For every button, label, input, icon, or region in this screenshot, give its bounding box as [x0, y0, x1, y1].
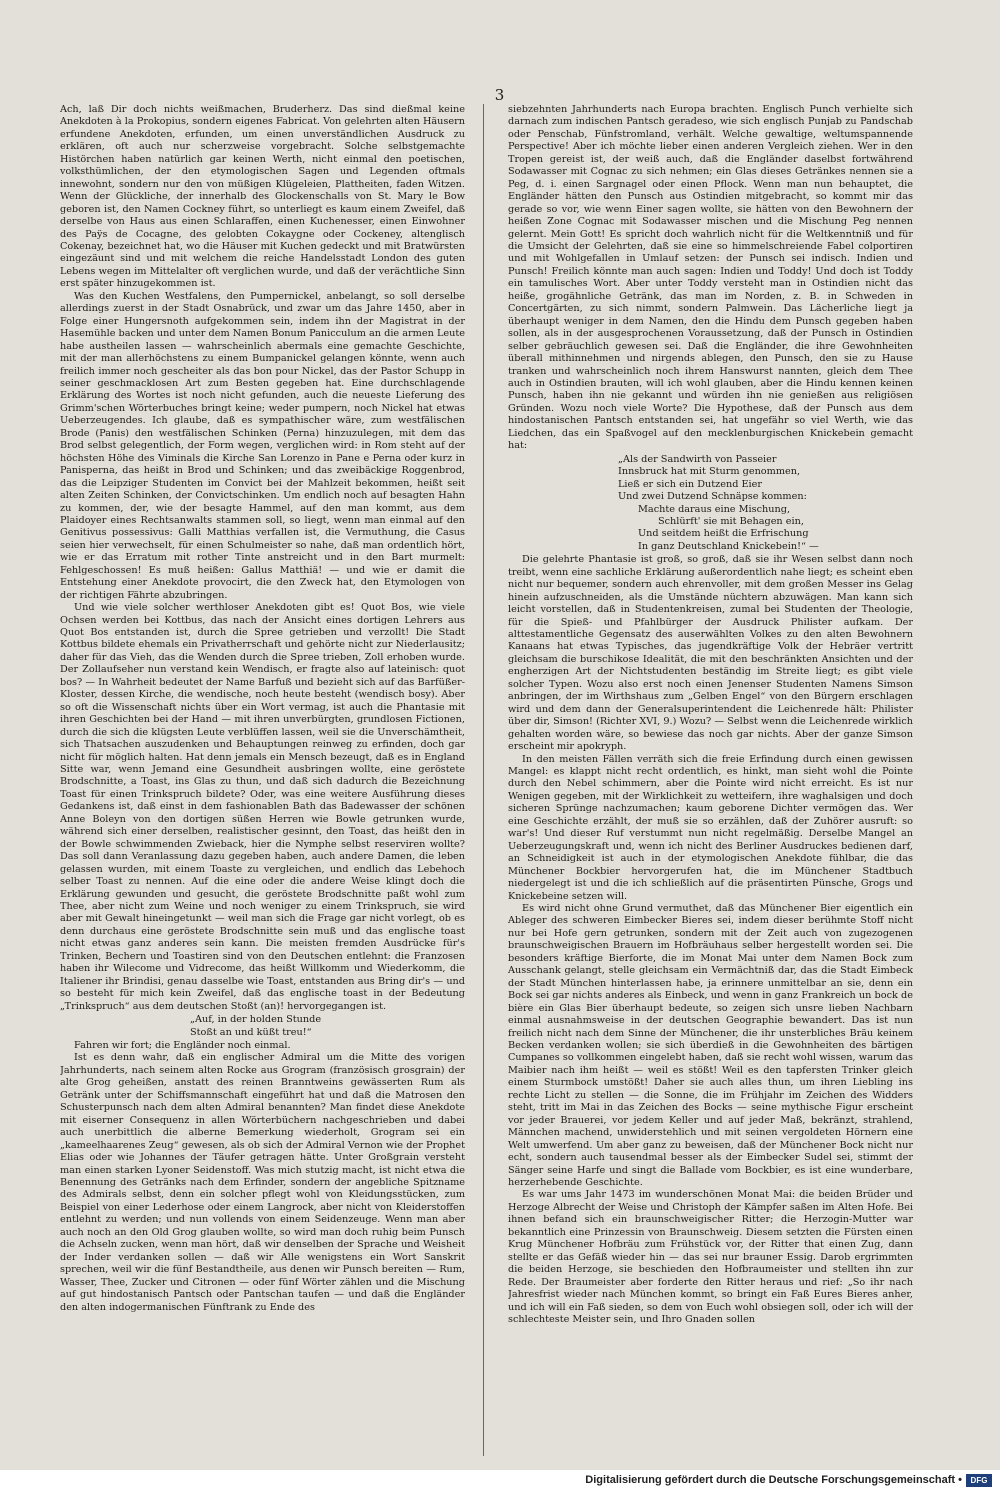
verse-line: Und zwei Dutzend Schnäpse kommen:: [618, 491, 807, 503]
right-column: [508, 104, 913, 1460]
verse-line: „Als der Sandwirth von Passeier: [618, 453, 777, 465]
funding-notice: Digitalisierung gefördert durch die Deutsche Forschungsgemeinschaft •: [585, 1474, 962, 1486]
footer-bar: [0, 1470, 1000, 1492]
verse-line: Und seitdem heißt die Erfrischung: [638, 528, 809, 540]
verse-line: Stoßt an und küßt treu!“: [190, 1026, 312, 1038]
verse-line: Schlürft' sie mit Behagen ein,: [658, 515, 804, 527]
verse-line: Ließ er sich ein Dutzend Eier: [618, 478, 763, 490]
dfg-logo: DFG: [966, 1474, 992, 1487]
verse-line: In ganz Deutschland Knickebein!“ —: [638, 540, 819, 552]
left-column: [60, 104, 465, 1460]
verse-line: Machte daraus eine Mischung,: [638, 503, 791, 515]
paragraph: Die gelehrte Phantasie ist groß, so groß, daß sie ihr Wesen selbst dann noch treibt, wenn eine sachliche Erklärung außerordentlich nahe liegt; es scheint eben nicht nur bequemer, sondern auch ehrenvoller, mit dem großen Messer ins Gelag hinein aufzuschneiden, als die Umstände nüchtern abzuwägen. Man kann sich leicht vorstellen, daß in Studentenkreisen, zumal bei Studenten der Theologie, für die Spieß- und Pfahlbürger der Ausdruck Philister aufkam. Der alttestamentliche Gegensatz des auserwählten Volkes zu den alten Bewohnern Kanaans hat etwas Typisches, das jugendkräftige Volk der Hebräer vertritt gleichsam die burschikose Idealität, die mit den beschränkten Ansichten und der engherzigen Art der Nichtstudenten beständig im Streite liegt; es gibt viele solcher Typen. Wozu also erst noch einen Jenenser Studenten Namens Simson anbringen, der im Wirthshaus zum „Gelben Engel“ von den Bürgern erschlagen wird und dem dann der Generalsuperintendent die Leichenrede hält: Philister über dir, Simson! (Richter XVI, 9.) Wozu? — Selbst wenn die Leichenrede wirklich gehalten worden wäre, so bewiese das noch gar nichts. Aber der ganze Simson erscheint mir apokryph.: [508, 554, 913, 753]
paragraph: Was den Kuchen Westfalens, den Pumpernickel, anbelangt, so soll derselbe allerdings zuerst in der Stadt Osnabrück, und zwar um das Jahre 1450, aber in Folge einer Hungersnoth aufgekommen sein, indem ihn der Magistrat in der Hasemühle backen und unter dem Namen Bonum Panicculum an die armen Leute habe austheilen lassen — wahrscheinlich abermals eine gemachte Geschichte, mit der man allerhöchstens zu einem Bumpanickel gelangen könnte, wenn auch freilich immer noch gescheiter als das bon pour Nickel, das der Pastor Schupp in seiner geschmacklosen Art zum Besten gegeben hat. Eine durchschlagende Erklärung des Wortes ist noch nicht gefunden, auch die neueste Lieferung des Grimm'schen Wörterbuches bringt keine; weder pumpern, noch Nickel hat etwas Ueberzeugendes. Ich glaube, daß es sympathischer wäre, zum westfälischen Brode (Panis) den westfälischen Schinken (Perna) hinzuzulegen, mit dem das Brod selbst gelegentlich, der Form wegen, verglichen wird: in Rom steht auf der höchsten Höhe des Viminals die Kirche San Lorenzo in Pane e Perna oder kurz in Panisperna, das heißt in Brod und Schinken; und das zweibäckige Roggenbrod, das die Leipziger Studenten im Convict bei der Mahlzeit bekommen, heißt seit alten Zeiten Schinken, der Convictschinken. Um endlich noch auf besagten Hahn zu kommen, der, wie der besagte Hammel, auf den man kommt, aus dem Plaidoyer eines Rechtsanwalts stammen soll, so liegt, wenn man einmal auf den Genitivus possessivus: Galli Matthias verfallen ist, die Vermuthung, die Casus seien hier verwechselt, für einen Schulmeister so nahe, daß man ordentlich hört, wie er das Erratum mit rother Tinte anstreicht und in den Bart murmelt: Fehlgeschossen! Es muß heißen: Gallus Matthiä! — und wie er damit die Entstehung einer Anekdote provocirt, die den Zweck hat, den Etymologen von der richtigen Fährte abzubringen.: [60, 290, 465, 601]
paragraph: Und wie viele solcher werthloser Anekdoten gibt es! Quot Bos, wie viele Ochsen werden bei Kottbus, das nach der Ansicht eines dortigen Lehrers aus Quot Bos entstanden ist, durch die Spree getrieben und verzollt! Die Stadt Kottbus bildete ehemals ein Privatherrschaft und gehörte nicht zur Niederlausitz; daher für das Vieh, das die Wenden durch die Spree trieben, Zoll erhoben wurde. Der Zollaufseher nun verstand kein Wendisch, er fragte also auf lateinisch: quot bos? — In Wahrheit bedeutet der Name Barfuß und bezieht sich auf das Barfüßer-Kloster, dessen Kirche, die wendische, noch heute besteht (wendisch bosy). Aber so oft die Wissenschaft nichts über ein Wort vermag, ist auch die Phantasie mit ihren Geschichten bei der Hand — mit ihren unverbürgten, grundlosen Fictionen, durch die sich die klügsten Leute verblüffen lassen, weil sie die Unverschämtheit, sich Thatsachen auszudenken und Behauptungen reinweg zu erfinden, doch gar nicht für möglich halten. Hat denn jemals ein Mensch bezeugt, daß es in England Sitte war, wenn Jemand eine Gesundheit ausbringen wollte, eine geröstete Brodschnitte, a Toast, ins Glas zu thun, und daß sich dadurch die Bezeichnung Toast für einen Trinkspruch bildete? Oder, was eine weitere Ausführung dieses Gedankens ist, daß einst in dem fashionablen Bath das Badewasser der schönen Anne Boleyn von den dortigen süßen Herren wie Bowle getrunken wurde, während sich einer derselben, realistischer gesinnt, den Toast, das heißt den in der Bowle schwimmenden Zwieback, hier die Nymphe selbst reserviren wollte? Das soll dann Veranlassung dazu gegeben haben, auch andere Damen, die leben gelassen wurden, mit einem Toaste zu vergleichen, und endlich das Lebehoch selber Toast zu nennen. Auf die eine oder die andere Weise klingt doch die Erklärung gewunden und gesucht, die geröstete Brodschnitte paßt wohl zum Thee, aber nicht zum Weine und noch weniger zu einem Trinkspruch, sie wird aber mit Gewalt hineingetunkt — weil man sich die Frage gar nicht vorlegt, ob es denn durchaus eine geröstete Brodschnitte sein muß und das englische toast nicht etwas ganz anderes sein kann. Die meisten fremden Ausdrücke für's Trinken, Bechern und Toastiren sind von den Deutschen entlehnt: die Franzosen haben ihr Wilecome und Vidrecome, das heißt Willkomm und Wiederkomm, die Italiener ihr Brindisi, genau dasselbe wie Toast, entstanden aus Bring dir's — und so besteht für mich kein Zweifel, daß das englische toast in der Bedeutung „Trinkspruch“ aus dem deutschen Stoßt (an)! hervorgegangen ist.: [60, 602, 465, 1012]
paragraph: siebzehnten Jahrhunderts nach Europa brachten. Englisch Punch verhielte sich darnach zum indischen Pantsch geradeso, wie sich englisch Punjab zu Pandschab oder Penschab, Fünfstromland, verhält. Welche gewaltige, weltumspannende Perspective! Aber ich möchte lieber einen anderen Vergleich ziehen. Wer in den Tropen gereist ist, der weiß auch, daß die Engländer daselbst fortwährend Sodawasser mit Cognac zu sich nehmen; ein Glas dieses Getränkes nennen sie a Peg, d. i. einen Sargnagel oder einen Pflock. Wenn man nun behauptet, die Engländer hätten den Punsch aus Ostindien mitgebracht, so kommt mir das gerade so vor, wie wenn Einer sagen wollte, sie hätten von den Bewohnern der heißen Zone Cognac mit Sodawasser mischen und die Mischung Peg nennen gelernt. Mein Gott! Es spricht doch wahrlich nicht für die Weltkenntniß und für die Umsicht der Gelehrten, daß sie eine so himmelschreiende Fabel colportiren und mit Wohlgefallen in Umlauf setzen: der Punsch sei indisch. Indien und Punsch! Freilich könnte man auch sagen: Indien und Toddy! Und doch ist Toddy ein tamulisches Wort. Aber unter Toddy versteht man in Ostindien nicht das heiße, grogähnliche Getränk, das man im Norden, z. B. in Schweden in Concertgärten, zu sich nimmt, sondern Palmwein. Das Lächerliche liegt ja überhaupt weniger in dem Namen, den die Hindu dem Punsch gegeben haben sollen, als in der ausgesprochenen Voraussetzung, daß der Punsch in Ostindien selber gebräuchlich gewesen sei. Daß die Engländer, die ihre Gewohnheiten überall mithinnehmen und nirgends ablegen, den Punsch, den sie zu Hause tranken und wahrscheinlich noch ihrem Hanswurst nannten, gleich dem Thee auch in Ostindien brauten, will ich wohl glauben, aber die Hindu kennen keinen Punsch, haben ihn nie gekannt und würden ihn nie genießen aus religiösen Gründen. Wozu noch viele Worte? Die Hypothese, daß der Punsch aus dem hindostanischen Pantsch entstanden sei, hat ungefähr so viel Werth, wie das Liedchen, das ein Spaßvogel auf den mecklenburgischen Knickebein gemacht hat:: [508, 104, 913, 452]
paragraph: Ach, laß Dir doch nichts weißmachen, Bruderherz. Das sind dießmal keine Anekdoten à la Prokopius, sondern eigenes Fabricat. Von gelehrten alten Häusern erfundene Anekdoten, erfunden, um einen unverständlichen Ausdruck zu erklären, oft auch nur scherzweise vorgebracht. Solche selbstgemachte Histörchen haben natürlich gar keinen Werth, nicht einmal den poetischen, volksthümlichen, der den etymologischen Sagen und Legenden oftmals innewohnt, sondern nur den von müßigen Klügeleien, Plattheiten, faden Witzen. Wenn der Glückliche, der innerhalb des Glockenschalls von St. Mary le Bow geboren ist, den Namen Cockney führt, so unterliegt es kaum einem Zweifel, daß derselbe von Haus aus einen Schlaraffen, einen Kuchenesser, einen Einwohner des Paÿs de Cocagne, des gelobten Cokaygne oder Cockeney, altenglisch Cokenay, bezeichnet hat, wo die Häuser mit Kuchen gedeckt und mit Bratwürsten eingezäunt sind und mit welchem die reiche Handelsstadt London des guten Lebens wegen im Mittelalter oft verglichen wurde, und daß der verächtliche Sinn erst später hinzugekommen ist.: [60, 104, 465, 290]
column-divider: [483, 104, 484, 1456]
verse-line: „Auf, in der holden Stunde: [190, 1014, 322, 1026]
paragraph: Es war ums Jahr 1473 im wunderschönen Monat Mai: die beiden Brüder und Herzoge Albrecht der Weise und Christoph der Kämpfer saßen im Alten Hofe. Bei ihnen befand sich ein braunschweigischer Ritter; die Herzogin-Mutter war bekanntlich eine Prinzessin von Braunschweig. Diesem setzten die Fürsten einen Krug Münchener Hofbräu zum Frühstück vor, der Ritter that einen Zug, dann stellte er das Gefäß wieder hin — das sei nur brauner Essig. Darob ergrimmten die beiden Herzoge, sie beschieden den Hofbraumeister und stellten ihn zur Rede. Der Braumeister aber forderte den Ritter heraus und rief: „So ihr nach Jahresfrist wieder nach München kommt, so bringt ein Faß Eures Bieres anher, und ich will ein Faß sieden, so dem von Euch wohl obsiegen soll, oder ich will der schlechteste Meister sein, und Ihro Gnaden sollen: [508, 1189, 913, 1325]
verse-line: Innsbruck hat mit Sturm genommen,: [618, 466, 801, 478]
paragraph: Ist es denn wahr, daß ein englischer Admiral um die Mitte des vorigen Jahrhunderts, nach seinem alten Rocke aus Grogram (französisch grosgrain) der alte Grog geheißen, anstatt des reinen Branntweins gewässerten Rum als Getränk unter der Schiffsmannschaft eingeführt hat und daß die Matrosen den Schusterpunsch nach dem alten Admiral benannten? Man findet diese Anekdote mit eiserner Consequenz in allen Wörterbüchern nachgeschrieben und dabei auch unerbittlich die alberne Bemerkung wiederholt, Grogram sei ein „kameelhaarenes Zeug“ gewesen, als ob sich der Admiral Vernon wie der Prophet Elias oder wie Johannes der Täufer getragen hätte. Unter Großgrain versteht man einen starken Lyoner Seidenstoff. Was mich stutzig macht, ist nicht etwa die Benennung des Getränks nach dem Erfinder, sondern der angebliche Spitzname des Admirals selbst, denn ein solcher pflegt wohl von Kleidungsstücken, zum Beispiel von einer Lederhose oder einem Langrock, aber nicht von Kleiderstoffen entlehnt zu werden; und nun vollends von einem Seidenzeuge. Wenn man aber auch noch an den Old Grog glauben wollte, so wird man doch ruhig beim Punsch die Achseln zucken, wenn man hört, daß wir denselben der Sprache und Weisheit der Inder verdanken sollen — daß wir Alle wenigstens ein Wort Sanskrit sprechen, weil wir die fünf Bestandtheile, aus denen wir Punsch bereiten — Rum, Wasser, Thee, Zucker und Citronen — oder fünf Wörter zählen und die Mischung auf gut hindostanisch Pantsch oder Pantschan taufen — und daß die Engländer den alten indogermanischen Fünftrank zu Ende des: [60, 1052, 465, 1313]
verse: [508, 454, 913, 554]
paragraph: Es wird nicht ohne Grund vermuthet, daß das Münchener Bier eigentlich ein Ableger des schweren Eimbecker Bieres sei, indem dieser berühmte Stoff nicht nur bei Hofe gern getrunken, sondern mit der Zeit auch von zugezogenen braunschweigischen Brauern im Hofbräuhaus selber hergestellt worden sei. Die besonders kräftige Bierforte, die im Monat Mai unter dem Namen Bock zum Ausschank gelangt, stelle gleichsam ein Vermächtniß dar, das die Stadt Eimbeck der Stadt München hinterlassen habe, ja erinnere unmittelbar an sie, denn ein Bock sei gar nichts anderes als Einbeck, und wenn in ganz Frankreich un bock de bière ein Glas Bier überhaupt bedeute, so zeigen sich unsre lieben Nachbarn einmal ausnahmsweise in der deutschen Geographie bewandert. Das ist nun freilich nicht nach dem Sinne der Münchener, die ihr unsterbliches Bräu keinem Becken verdanken wollen; sie sich überdieß in die Gewohnheiten des bärtigen Cumpanes so vollkommen eingelebt haben, daß sie recht wohl wissen, warum das Maibier nach ihm heißt — weil es stößt! Weil es den tapfersten Trinker gleich einem Sturmbock umstößt! Daher sie auch alles thun, um ihren Liebling ins rechte Licht zu stellen — die Sonne, die im Frühjahr im Zeichen des Widders steht, tritt im Mai in das Zeichen des Bocks — seine mythische Figur erscheint vor jeder Brauerei, vor jedem Keller und auf jeder Maß, bekränzt, strahlend, Männchen machend, unwiderstehlich und mit seinen vergoldeten Hörnern eine Welt umwerfend. Um aber ganz zu beweisen, daß der Münchener Bock nicht nur echt, sondern auch tausendmal besser als der Eimbecker Sudel sei, stimmt der Sänger seine Harfe und singt die Ballade vom Bockbier, es ist eine wunderbare, herzerhebende Geschichte.: [508, 903, 913, 1188]
paragraph: Fahren wir fort; die Engländer noch einmal.: [74, 1039, 291, 1051]
page-number: 3: [494, 86, 506, 104]
paragraph: In den meisten Fällen verräth sich die freie Erfindung durch einen gewissen Mangel: es klappt nicht recht ordentlich, es hinkt, man sieht wohl die Pointe durch den Nebel schimmern, aber die Pointe wird nicht erreicht. Es ist nur Wenigen gegeben, mit der Wirklichkeit zu wetteifern, ihre waghalsigen und doch sicheren Sprünge nachzumachen; kaum geborene Dichter vermögen das. Wer eine Geschichte erzählt, der muß sie so erzählen, daß der Zuhörer ausruft: so war's! Und dieser Ruf verstummt nun nicht regelmäßig. Derselbe Mangel an Ueberzeugungskraft und, wenn ich nicht des Berliner Ausdruckes bedienen darf, an Schneidigkeit ist auch in der etymologischen Anekdote fühlbar, die das Münchener Bockbier hervorgerufen hat, die im Münchener Stadtbuch niedergelegt ist und die ich schließlich auf die präsentirten Pünsche, Grogs und Knickebeine setzen will.: [508, 753, 913, 902]
verse: [60, 1014, 465, 1039]
